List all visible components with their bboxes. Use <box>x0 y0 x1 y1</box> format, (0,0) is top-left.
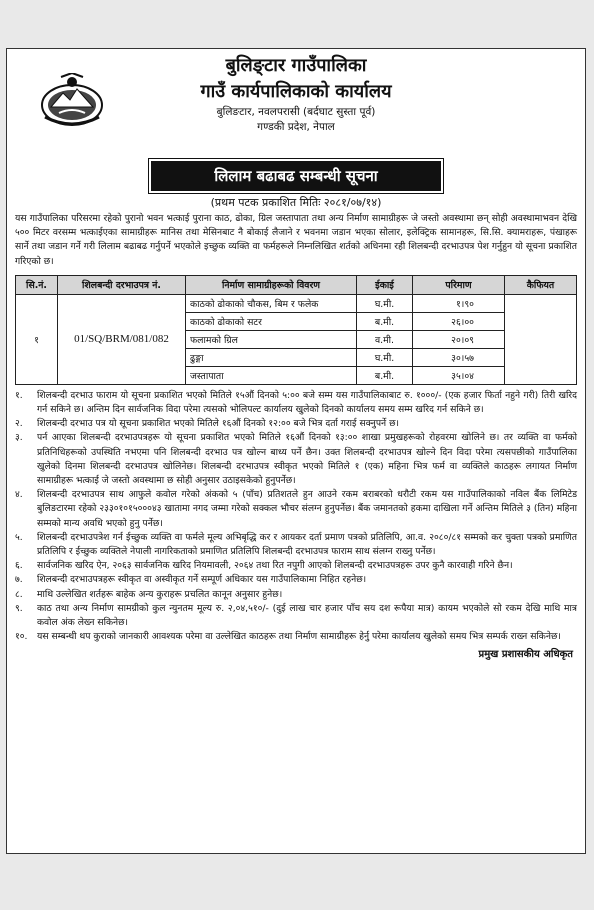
term-number: १. <box>15 389 23 401</box>
list-item <box>15 431 577 488</box>
term-text: काठ तथा अन्य निर्माण सामग्रीको कुल न्युनतम मूल्य रु. २,०४,५१०/- (दुई लाख चार हजार पाँच सय दश रूपैया मात्र) कायम भएकोले सो रकम देखि माथि मात्र कवोल अंक लेख्न सकिनेछ। <box>37 602 577 629</box>
address-line-2: गण्डकी प्रदेश, नेपाल <box>257 121 335 133</box>
signature-block: प्रमुख प्रशासकीय अधिकृत <box>478 649 573 661</box>
term-number: ७. <box>15 574 23 586</box>
term-text: शिलबन्दी दरभाउ फाराम यो सूचना प्रकाशित भएको मितिले १५औं दिनको ५:०० बजे सम्म यस गाउँपालिकाबाट रु. १०००/- (एक हजार फिर्ता नहुने गरी) तिरी खरिद गर्न सकिने छ। अन्तिम दिन सार्वजनिक विदा परेमा त्यसको भोलिपल्ट कार्यालय खुलेको दिनको कार्यालय समय सम्म खरिद गर्न सकिने छ। <box>37 389 577 416</box>
terms-list <box>15 389 577 645</box>
unit-cell: ब.मी. <box>357 312 413 330</box>
term-text: माथि उल्लेखित शर्तहरू बाहेक अन्य कुराहरू प्रचलित कानून अनुसार हुनेछ। <box>37 588 283 600</box>
bid-no-cell: 01/SQ/BRM/081/082 <box>58 294 186 384</box>
list-item <box>15 488 577 531</box>
col-description: निर्माण सामाग्रीहरूको विवरण <box>186 275 357 294</box>
office-name: बुलिङ्टार गाउँपालिका <box>225 55 367 76</box>
term-number: ५. <box>15 531 23 543</box>
col-quantity: परिमाण <box>413 275 505 294</box>
publish-date: (प्रथम पटक प्रकाशित मितिः २०८१/०७/१४) <box>210 196 382 209</box>
desc-cell: जस्तापाता <box>186 366 357 384</box>
table-header-row <box>16 275 577 294</box>
term-text: शिलबन्दी दरभाउ पत्र यो सूचना प्रकाशित भएको मितिले १६औं दिनको १२:०० बजे भित्र दर्ता गराई सक्नुपर्ने छ। <box>37 418 399 430</box>
table-row <box>16 294 577 312</box>
notice-sheet <box>6 48 586 854</box>
address-line-1: बुलिङटार, नवलपरासी (बर्दघाट सुस्ता पूर्व) <box>216 106 376 118</box>
desc-cell: काठको ढोकाको चौकस, बिम र फलेक <box>186 294 357 312</box>
remark-cell <box>505 294 577 384</box>
nepal-emblem-icon <box>37 73 107 129</box>
list-item <box>15 389 577 417</box>
unit-cell: व.मी. <box>357 330 413 348</box>
unit-cell: घ.मी. <box>357 294 413 312</box>
term-text: शिलबन्दी दरभाउपत्रहरू स्वीकृत वा अस्वीकृत गर्ने सम्पूर्ण अधिकार यस गाउँपालिकामा निहित रहनेछ। <box>37 574 367 586</box>
term-text: शिलबन्दी दरभाउपत्र साथ आफुले कवोल गरेको अंकको ५ (पाँच) प्रतिशतले हुन आउने रकम बराबरको धरौटी रकम यस गाउँपालिकाको नविल बैंक लिमिटेड बुलिङटारमा रहेको २३३०१०१५०००४३ खातामा नगद जम्मा गरेको सक्कल भौचर संलग्न हुनुपर्नेछ। बैंक जमानतको हकमा दाखिला गर्ने अन्तिम मितिले ३ (तिन) महिना सम्मको मान्य अवधि भएको हुनु पर्नेछ। <box>37 489 577 529</box>
unit-cell: ब.मी. <box>357 366 413 384</box>
term-number: ३. <box>15 432 23 444</box>
col-unit: ईकाई <box>357 275 413 294</box>
term-number: ८. <box>15 588 23 600</box>
desc-cell: काठको ढोकाको सटर <box>186 312 357 330</box>
list-item <box>15 602 577 630</box>
qty-cell: ३५।०४ <box>413 366 505 384</box>
term-number: २. <box>15 418 23 430</box>
list-item <box>15 531 577 559</box>
list-item <box>15 417 577 431</box>
col-serial: सि.नं. <box>16 275 58 294</box>
qty-cell: २०।०९ <box>413 330 505 348</box>
col-bid-no: शिलबन्दी दरभाउपत्र नं. <box>58 275 186 294</box>
unit-cell: घ.मी. <box>357 348 413 366</box>
term-text: शिलबन्दी दरभाउपत्रेश गर्न ईच्छुक व्यक्ति वा फर्मले मूल्य अभिबृद्धि कर र आयकर दर्ता प्रमाण पत्रको प्रतिलिपि, आ.व. २०८०/८१ सम्मको कर चुक्ता पत्रको प्रमाणित प्रतिलिपि र ईच्छुक व्यक्तिले नेपाली नागरिकताको प्रमाणित प्रतिलिपि शिलबन्दी दरभाउपत्र फाराम साथ संलग्न राख्नु पर्नेछ। <box>37 531 577 558</box>
term-number: १०. <box>15 631 28 643</box>
letterhead <box>15 53 577 157</box>
term-number: ६. <box>15 560 23 572</box>
term-text: यस सम्बन्धी थप कुराको जानकारी आवश्यक परेमा वा उल्लेखित काठहरू तथा निर्माण सामाग्रीहरू हेर्नु परेमा कार्यालय खुलेको समय भित्र सम्पर्क राख्न सकिनेछ। <box>37 631 561 643</box>
qty-cell: २६।०० <box>413 312 505 330</box>
serial-cell: १ <box>16 294 58 384</box>
list-item <box>15 573 577 587</box>
qty-cell: १।९० <box>413 294 505 312</box>
col-remark: कैफियत <box>505 275 577 294</box>
term-number: ४. <box>15 489 23 501</box>
intro-paragraph: यस गाउँपालिका परिसरमा रहेको पुरानो भवन भत्काई पुराना काठ, ढोका, ग्रिल जस्तापाता तथा अन्य निर्माण सामाग्रीहरू जे जस्तो अवस्थामा छन् सोही अवस्थामाभवन देखि ५०० मिटर वरसम्म भत्काईएका सामाग्रीहरू मानिस तथा मेसिनबाट नै बोकाई लैजाने र भवनमा जडान भएका सोलार, इलेक्ट्रिक सामानहरू, सि.सि. क्यामराहरू, पंखाहरू सार्ने तथा जडान गर्ने गरी लिलाम बढाबढ गर्नुपर्ने भएकोले इच्छुक व्यक्ति वा फर्महरूले निम्नलिखित शर्तको अधिनमा रही शिलबन्दी दरभाउपत्र पेश गर्नुहुन यो सूचना प्रकाशित गरिएको छ। <box>15 213 577 267</box>
list-item <box>15 588 577 602</box>
term-text: पर्न आएका शिलबन्दी दरभाउपत्रहरू यो सूचना प्रकाशित भएको मितिले १६औं दिनको १३:०० शाखा प्रमुखहरूको रोहवरमा खोलिने छ। तर व्यक्ति वा फर्मको प्रतिनिधिहरूको उपस्थिति नभएमा पनि शिलबन्दी दरभाउ पत्र खोल्न बाध्य पर्ने छैन। उक्त शिलबन्दी दरभाउपत्र खोल्ने दिन विदा परेमा त्यसपछीको गाउँपालिका खुलेको दिनमा शिलबन्दी दरभाउपत्र खोलिनेछ। शिलबन्दी दरभाउपत्र स्वीकृत भएको मितिले १ (एक) महिना भित्र फर्म वा व्यक्तिले काठहरू लगायत निर्माण सामाग्रीहरू भत्काई जे जस्तो अवस्थामा छ सोही अनुसार उठाइसकेको हुनुपर्नेछ। <box>37 432 577 487</box>
notice-title: लिलाम बढाबढ सम्बन्धी सूचना <box>151 161 441 191</box>
list-item <box>15 559 577 573</box>
desc-cell: फलामको ग्रिल <box>186 330 357 348</box>
desc-cell: ढुङ्गा <box>186 348 357 366</box>
list-item <box>15 630 577 644</box>
term-number: ९. <box>15 602 23 614</box>
qty-cell: ३०।५७ <box>413 348 505 366</box>
office-subtitle: गाउँ कार्यपालिकाको कार्यालय <box>200 81 392 102</box>
term-text: सार्वजनिक खरिद ऐन, २०६३ सार्वजनिक खरिद नियमावली, २०६४ तथा रित नपुगी आएको शिलबन्दी दरभाउपत्रहरू उपर कुनै कारवाही गरिने छैन। <box>37 560 513 572</box>
materials-table <box>15 275 577 385</box>
